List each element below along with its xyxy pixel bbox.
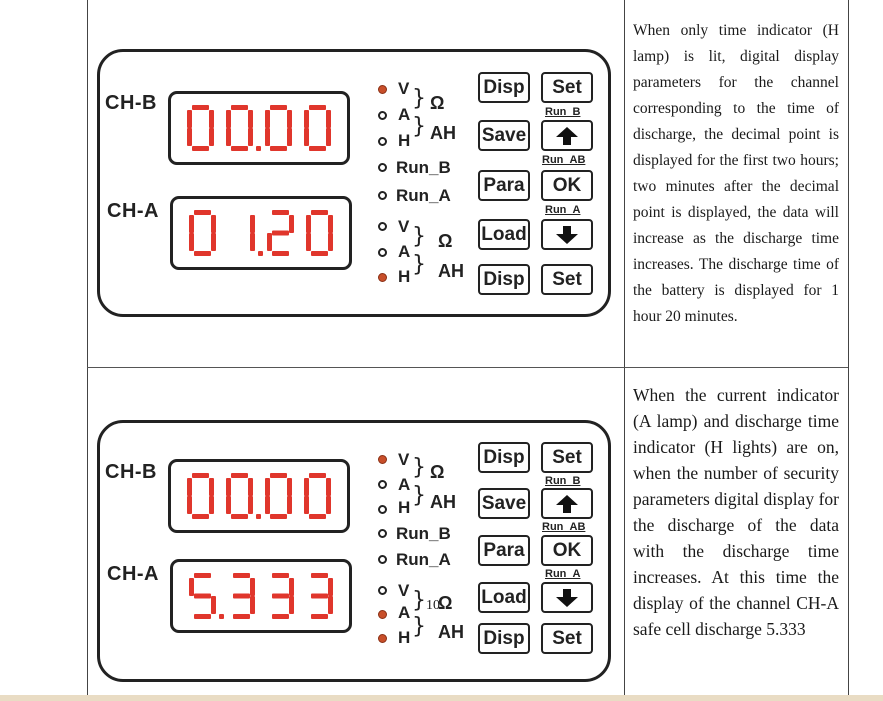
device-panel-1 xyxy=(97,49,611,317)
ch-b-label: CH-B xyxy=(105,92,157,114)
display-segment xyxy=(304,128,309,146)
display-segment xyxy=(248,496,253,514)
led-a-bottom xyxy=(378,248,387,257)
display-segment xyxy=(287,128,292,146)
label-h: H xyxy=(398,628,411,647)
para-button[interactable]: Para xyxy=(478,535,530,566)
run-a-caption: Run_A xyxy=(545,568,581,580)
display-segment xyxy=(256,146,261,151)
display-segment xyxy=(192,146,209,151)
display-segment xyxy=(270,514,287,519)
display-segment xyxy=(209,110,214,128)
display-segment xyxy=(226,110,231,128)
display-segment xyxy=(328,233,333,251)
label-run-a: Run_A xyxy=(396,550,451,569)
display-segment xyxy=(194,594,211,599)
display-segment xyxy=(248,478,253,496)
display-segment xyxy=(194,614,211,619)
display-segment xyxy=(265,478,270,496)
display-segment xyxy=(256,514,261,519)
disp-button[interactable]: Disp xyxy=(478,72,530,103)
set-button[interactable]: Set xyxy=(541,442,593,473)
led-run-a xyxy=(378,191,387,200)
run-b-caption: Run_B xyxy=(545,475,581,487)
unit-ah: AH xyxy=(438,261,464,281)
save-button[interactable]: Save xyxy=(478,488,530,519)
unit-ah: AH xyxy=(430,123,456,143)
display-segment xyxy=(272,594,289,599)
led-v-top xyxy=(378,455,387,464)
ch-b-display xyxy=(168,459,350,533)
display-segment xyxy=(233,594,250,599)
display-segment xyxy=(189,215,194,233)
display-segment xyxy=(194,573,211,578)
led-v-bottom xyxy=(378,222,387,231)
description-text: When the current indicator (A lamp) and discharge time indicator (H lights) are on, when the number of security parameters digital display for the discharge of the data with the discharge time increases. At this time the display of the channel CH-A safe cell discharge 5.333 xyxy=(633,385,839,639)
label-h: H xyxy=(398,498,411,517)
led-run-a xyxy=(378,555,387,564)
display-segment xyxy=(209,478,214,496)
display-segment xyxy=(270,473,287,478)
label-run-b: Run_B xyxy=(396,524,451,543)
display-segment xyxy=(326,496,331,514)
display-segment xyxy=(311,594,328,599)
ch-a-display xyxy=(170,196,352,270)
table-column-divider xyxy=(624,0,625,701)
table-row-divider xyxy=(87,367,848,368)
label-a: A xyxy=(398,242,411,261)
set-button[interactable]: Set xyxy=(541,72,593,103)
display-segment xyxy=(211,215,216,233)
display-segment xyxy=(270,105,287,110)
run-ab-caption: Run_AB xyxy=(542,154,586,166)
display-segment xyxy=(289,215,294,233)
table-right-border xyxy=(848,0,849,701)
led-v-bottom xyxy=(378,586,387,595)
led-h-top xyxy=(378,505,387,514)
display-segment xyxy=(309,105,326,110)
para-button[interactable]: Para xyxy=(478,170,530,201)
page-number: 10 xyxy=(426,598,440,613)
unit-ah: AH xyxy=(430,492,456,512)
display-segment xyxy=(309,473,326,478)
page-bottom-band xyxy=(0,695,883,701)
display-segment xyxy=(231,105,248,110)
display-segment xyxy=(209,496,214,514)
ch-a-label: CH-A xyxy=(107,200,159,222)
brace-icon: } xyxy=(412,483,426,508)
led-run-b xyxy=(378,529,387,538)
label-a: A xyxy=(398,603,411,622)
display-segment xyxy=(248,110,253,128)
label-h: H xyxy=(398,267,411,286)
label-v: V xyxy=(398,581,410,600)
load-button[interactable]: Load xyxy=(478,219,530,250)
display-segment xyxy=(187,478,192,496)
label-v: V xyxy=(398,450,410,469)
up-arrow-button[interactable] xyxy=(541,120,593,151)
display-segment xyxy=(226,496,231,514)
display-segment xyxy=(272,231,289,236)
display-segment xyxy=(328,578,333,596)
display-segment xyxy=(287,478,292,496)
display-segment xyxy=(233,614,250,619)
display-segment xyxy=(311,210,328,215)
unit-ohm: Ω xyxy=(438,593,453,613)
run-b-caption: Run_B xyxy=(545,106,581,118)
display-segment xyxy=(189,233,194,251)
display-segment xyxy=(309,146,326,151)
display-segment xyxy=(326,110,331,128)
display-segment xyxy=(187,128,192,146)
set-button[interactable]: Set xyxy=(541,623,593,654)
display-segment xyxy=(272,210,289,215)
led-h-top xyxy=(378,137,387,146)
disp-button[interactable]: Disp xyxy=(478,264,530,295)
display-segment xyxy=(250,233,255,251)
led-run-b xyxy=(378,163,387,172)
brace-icon: } xyxy=(412,114,426,139)
run-ab-caption: Run_AB xyxy=(542,521,586,533)
display-segment xyxy=(219,614,224,619)
label-run-a: Run_A xyxy=(396,186,451,205)
down-arrow-button[interactable] xyxy=(541,219,593,250)
display-segment xyxy=(309,514,326,519)
led-a-top xyxy=(378,111,387,120)
display-segment xyxy=(233,573,250,578)
disp-button[interactable]: Disp xyxy=(478,442,530,473)
arrow-up-icon xyxy=(555,494,579,514)
display-segment xyxy=(194,251,211,256)
seven-segment-readout xyxy=(173,199,349,267)
display-segment xyxy=(328,215,333,233)
unit-ohm: Ω xyxy=(430,93,445,113)
ok-button[interactable]: OK xyxy=(541,170,593,201)
brace-icon: } xyxy=(412,86,426,111)
unit-ohm: Ω xyxy=(430,462,445,482)
display-segment xyxy=(304,478,309,496)
display-segment xyxy=(231,146,248,151)
display-segment xyxy=(209,128,214,146)
display-segment xyxy=(187,496,192,514)
set-button[interactable]: Set xyxy=(541,264,593,295)
brace-icon: } xyxy=(412,455,426,480)
display-segment xyxy=(267,233,272,251)
label-a: A xyxy=(398,475,411,494)
ch-b-display xyxy=(168,91,350,165)
display-segment xyxy=(248,128,253,146)
load-button[interactable]: Load xyxy=(478,582,530,613)
display-segment xyxy=(289,596,294,614)
display-segment xyxy=(250,596,255,614)
display-segment xyxy=(326,478,331,496)
led-v-top xyxy=(378,85,387,94)
brace-icon: } xyxy=(412,224,426,249)
display-segment xyxy=(192,473,209,478)
display-segment xyxy=(272,573,289,578)
display-segment xyxy=(328,596,333,614)
arrow-down-icon xyxy=(555,588,579,608)
display-segment xyxy=(265,496,270,514)
arrow-down-icon xyxy=(555,225,579,245)
label-a: A xyxy=(398,105,411,124)
label-v: V xyxy=(398,79,410,98)
display-segment xyxy=(211,596,216,614)
display-segment xyxy=(250,578,255,596)
display-segment xyxy=(304,110,309,128)
seven-segment-readout xyxy=(173,562,349,630)
display-segment xyxy=(211,233,216,251)
unit-ohm: Ω xyxy=(438,231,453,251)
display-segment xyxy=(306,233,311,251)
display-segment xyxy=(311,573,328,578)
display-segment xyxy=(192,514,209,519)
brace-icon: } xyxy=(412,252,426,277)
display-segment xyxy=(287,496,292,514)
arrow-up-icon xyxy=(555,126,579,146)
display-segment xyxy=(258,251,263,256)
ch-a-label: CH-A xyxy=(107,563,159,585)
display-segment xyxy=(311,614,328,619)
brace-icon: } xyxy=(412,588,426,613)
label-h: H xyxy=(398,131,411,150)
label-run-b: Run_B xyxy=(396,158,451,177)
led-h-bottom xyxy=(378,273,387,282)
ch-a-display xyxy=(170,559,352,633)
display-segment xyxy=(287,110,292,128)
led-h-bottom xyxy=(378,634,387,643)
seven-segment-readout xyxy=(171,94,347,162)
display-segment xyxy=(194,210,211,215)
display-segment xyxy=(304,496,309,514)
display-segment xyxy=(311,251,328,256)
seven-segment-readout xyxy=(171,462,347,530)
display-segment xyxy=(189,578,194,596)
display-segment xyxy=(265,110,270,128)
disp-button[interactable]: Disp xyxy=(478,623,530,654)
save-button[interactable]: Save xyxy=(478,120,530,151)
ok-button[interactable]: OK xyxy=(541,535,593,566)
display-segment xyxy=(272,614,289,619)
label-v: V xyxy=(398,217,410,236)
display-segment xyxy=(272,251,289,256)
display-segment xyxy=(289,578,294,596)
display-segment xyxy=(192,105,209,110)
display-segment xyxy=(231,473,248,478)
table-left-border xyxy=(87,0,88,701)
led-a-top xyxy=(378,480,387,489)
down-arrow-button[interactable] xyxy=(541,582,593,613)
display-segment xyxy=(226,478,231,496)
led-a-bottom xyxy=(378,610,387,619)
unit-ah: AH xyxy=(438,622,464,642)
up-arrow-button[interactable] xyxy=(541,488,593,519)
run-a-caption: Run_A xyxy=(545,204,581,216)
display-segment xyxy=(326,128,331,146)
display-segment xyxy=(187,110,192,128)
display-segment xyxy=(231,514,248,519)
description-text: When only time indicator (H lamp) is lit, digital display parameters for the channel corresponding to the time of discharge, the decimal point is displayed for the first two hours; two minutes after the decimal point is displayed, the data will increase as the discharge time increases. The discharge time of the battery is displayed for 1 hour 20 minutes. xyxy=(633,22,839,325)
ch-b-label: CH-B xyxy=(105,461,157,483)
display-segment xyxy=(306,215,311,233)
brace-icon: } xyxy=(412,614,426,639)
display-segment xyxy=(265,128,270,146)
display-segment xyxy=(226,128,231,146)
display-segment xyxy=(250,215,255,233)
display-segment xyxy=(270,146,287,151)
